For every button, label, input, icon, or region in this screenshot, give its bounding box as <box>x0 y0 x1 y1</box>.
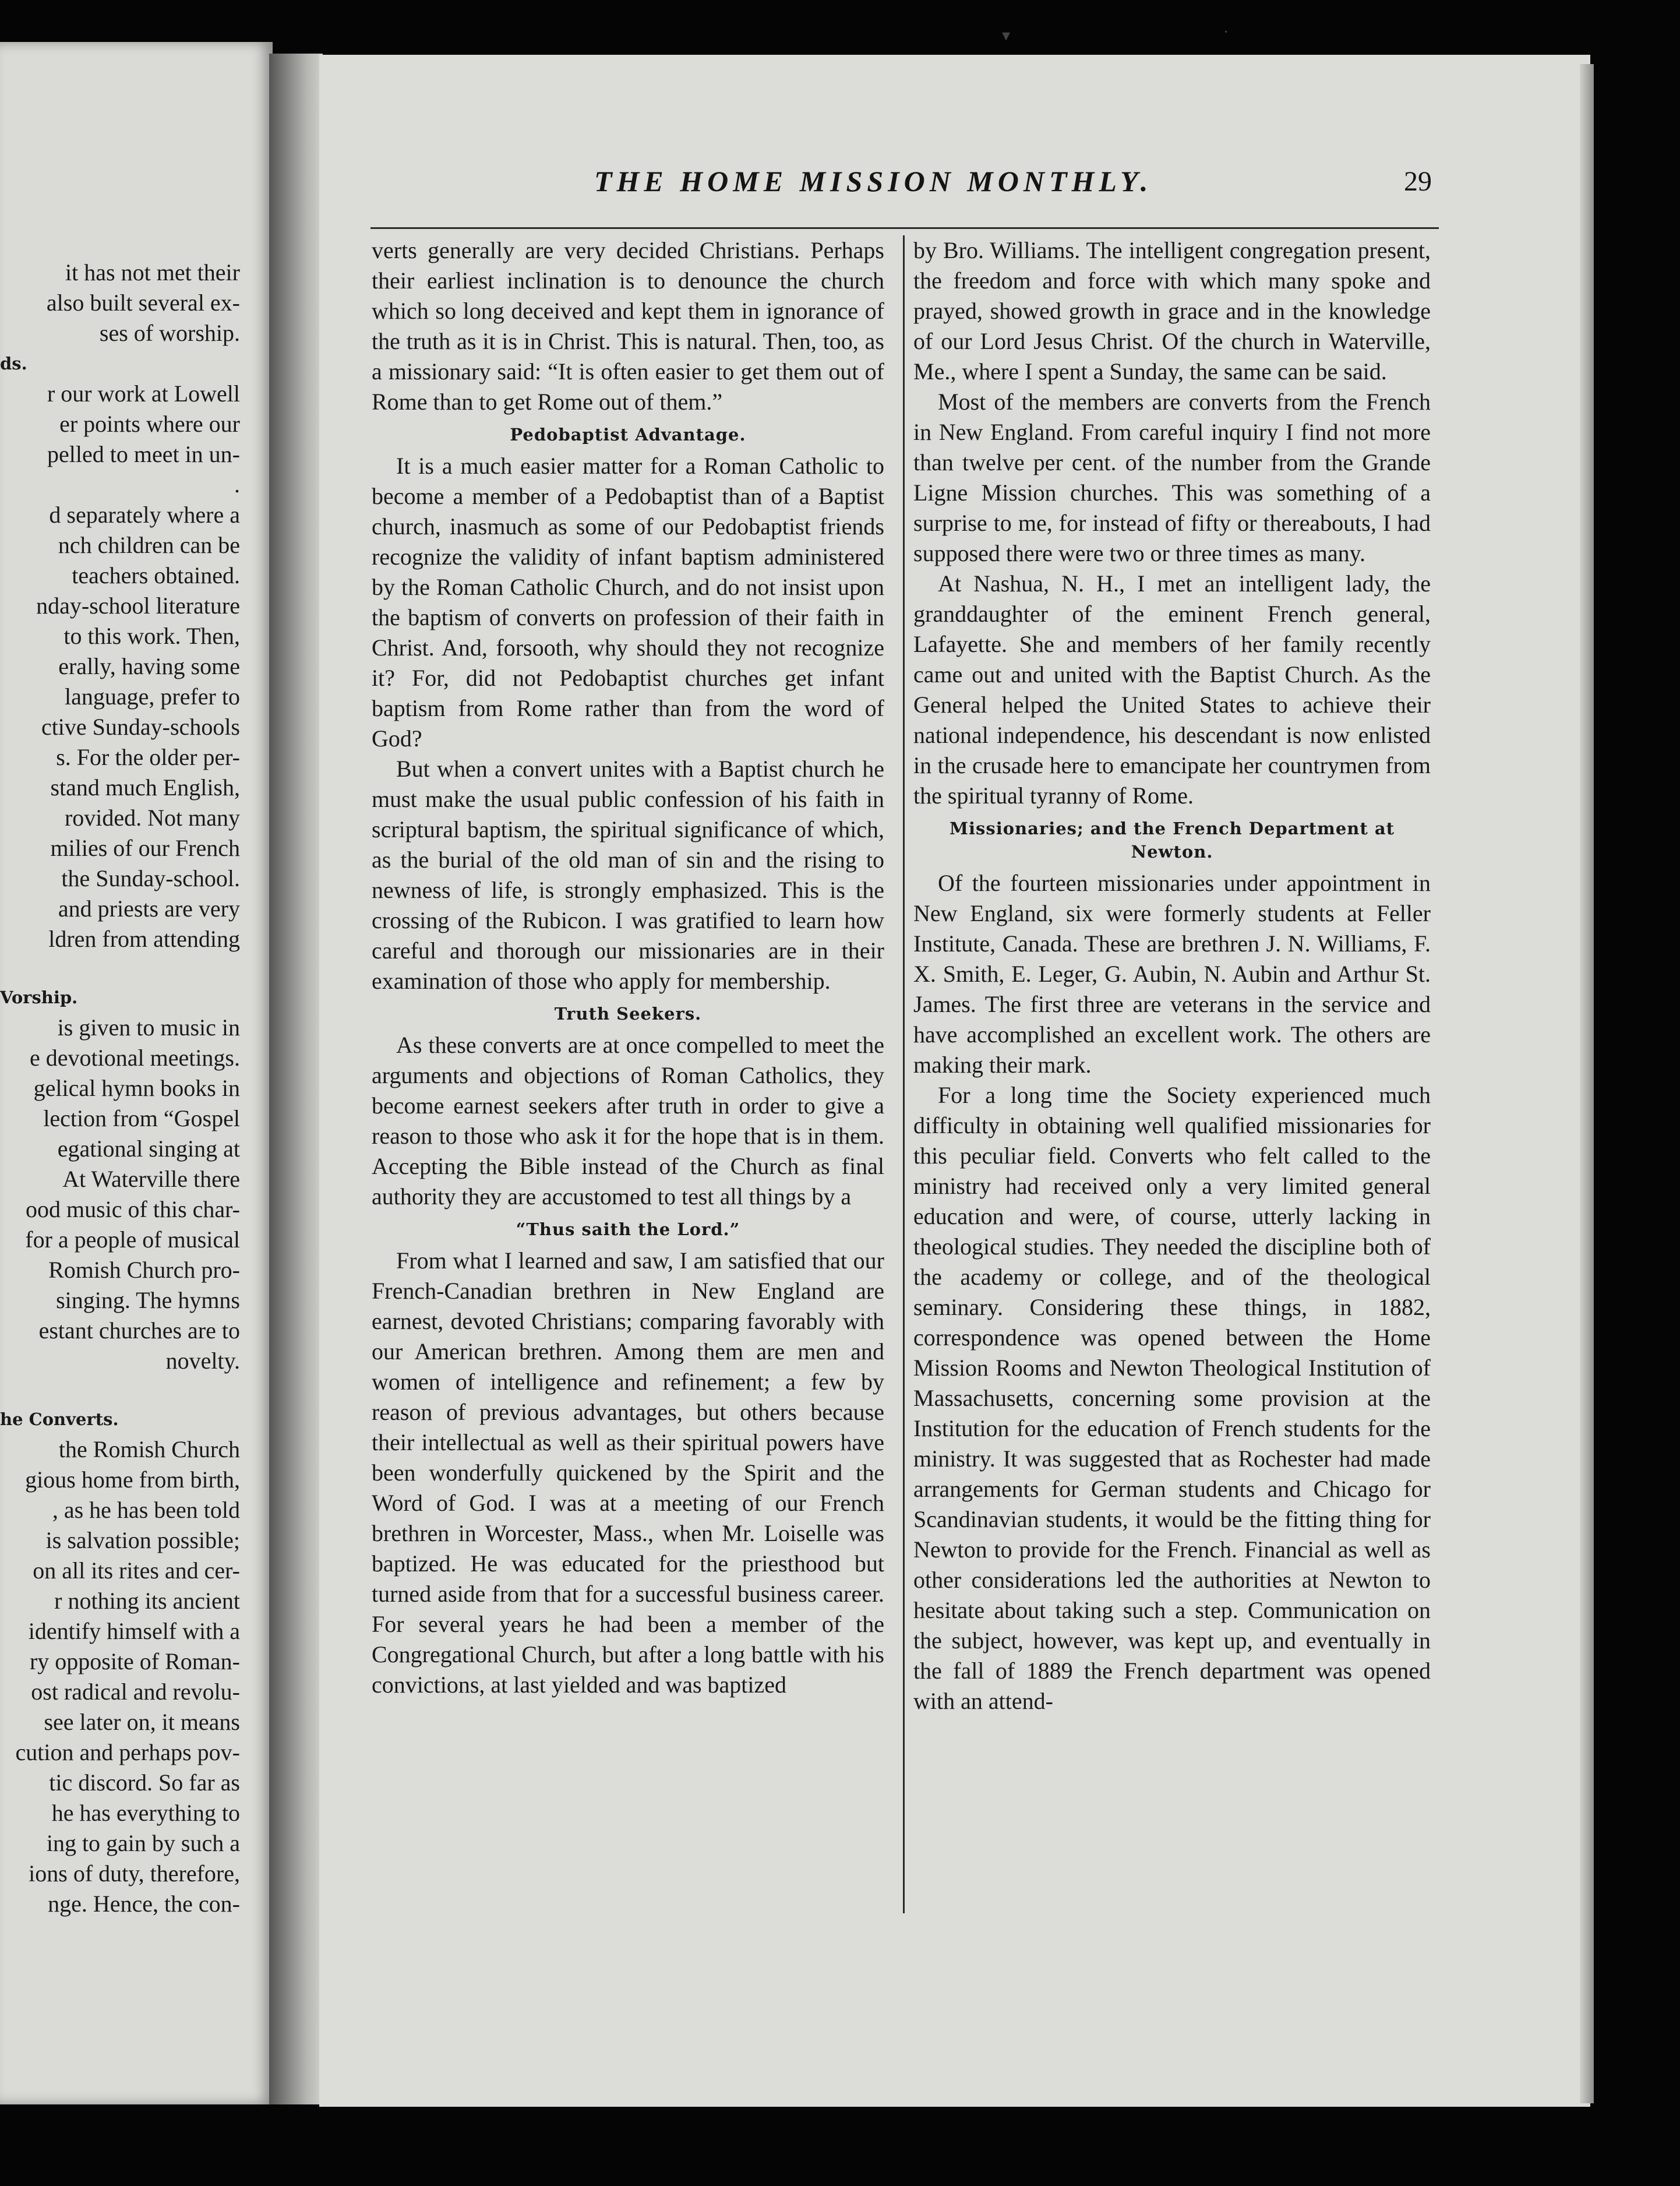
header-rule <box>370 227 1439 229</box>
left-page-line: ost radical and revolu- <box>31 1679 240 1705</box>
left-page-line: cution and perhaps pov- <box>15 1739 240 1765</box>
left-page-line: nday-school literature <box>36 593 240 619</box>
left-page-line: ry opposite of Roman- <box>29 1648 240 1674</box>
text-column-2 <box>913 235 1431 1716</box>
left-page-line: e devotional meetings. <box>29 1045 240 1071</box>
left-page-line: it has not met their <box>65 259 240 285</box>
book-gutter <box>269 54 323 2104</box>
paragraph: Most of the members are converts from the French in New England. From careful inquiry I find not more than twelve per cent. of the number from the Grande Ligne Mission churches. This was something of a surprise to me, for instead of fifty or thereabouts, I had supposed there were two or three times as many. <box>913 389 1431 566</box>
left-page-line: the Sunday-school. <box>61 865 240 891</box>
left-page <box>0 42 273 2104</box>
section-heading: “Thus saith the Lord.” <box>516 1219 740 1239</box>
left-page-line: and priests are very <box>58 895 240 922</box>
left-page-line: is given to music in <box>57 1014 240 1041</box>
left-page-line: see later on, it means <box>44 1709 240 1735</box>
section-heading: Pedobaptist Advantage. <box>510 425 746 445</box>
left-page-line: stand much English, <box>50 774 240 801</box>
left-page-line: he has everything to <box>51 1800 240 1826</box>
paragraph: As these converts are at once compelled to meet the arguments and objections of Roman Catholics, they become earnest seekers after truth in order to give a reason to those who ask it for the hope that is in them. Accepting the Bible instead of the Church as final authority they are accustomed to test all things by a <box>372 1032 884 1210</box>
spacer <box>0 1376 240 1404</box>
left-page-line: tic discord. So far as <box>49 1769 240 1796</box>
left-page-line: r nothing its ancient <box>54 1588 240 1614</box>
left-page-line: is salvation possible; <box>45 1527 240 1553</box>
left-page-line: , as he has been told <box>52 1497 240 1523</box>
left-page-line: r our work at Lowell <box>47 380 240 407</box>
left-page-line: egational singing at <box>57 1136 240 1162</box>
left-page-line: er points where our <box>59 411 240 437</box>
left-page-line: gious home from birth, <box>25 1466 240 1493</box>
paragraph: verts generally are very decided Christians. Perhaps their earliest inclination is to denounce the church which so long deceived and kept them in ignorance of the truth as it is in Christ. This is natural. Then, too, as a missionary said: “It is often easier to get them out of Rome than to get Rome out of them.” <box>372 237 884 415</box>
left-page-line: erally, having some <box>58 653 240 679</box>
page-speck: · <box>1223 23 1229 41</box>
left-page-heading: Vorship. <box>0 988 78 1007</box>
left-page-text-column <box>0 258 240 1919</box>
page-edge <box>1580 64 1594 2103</box>
left-page-line: milies of our French <box>50 835 240 861</box>
left-page-line: the Romish Church <box>58 1436 240 1462</box>
left-page-line: gelical hymn books in <box>33 1075 240 1101</box>
left-page-line: rovided. Not many <box>64 805 240 831</box>
left-page-line: on all its rites and cer- <box>33 1557 240 1584</box>
left-page-line: ood music of this char- <box>25 1196 240 1222</box>
left-page-line: novelty. <box>165 1348 240 1374</box>
paragraph: It is a much easier matter for a Roman Catholic to become a member of a Pedobaptist than of a Baptist church, inasmuch as some of our Pedobaptist friends recognize the validity of infant baptism administered by the Roman Catholic Church, and do not insist upon the baptism of converts on profession of their faith in Christ. And, forsooth, why should they not recognize it? For, did not Pedobaptist churches get infant baptism from Rome rather than from the word of God? <box>372 453 884 752</box>
left-page-line: lection from “Gospel <box>43 1105 240 1131</box>
left-page-line: pelled to meet in un- <box>47 441 240 467</box>
paragraph: At Nashua, N. H., I met an intelligent lady, the granddaughter of the eminent French general, Lafayette. She and members of her family recently came out and united with the Baptist Church. As the General helped the United States to achieve their national independence, his descendant is now enlisted in the crusade here to emancipate her countrymen from the spiritual tyranny of Rome. <box>913 570 1431 809</box>
paragraph: From what I learned and saw, I am satisfied that our French-Canadian brethren in New England are earnest, devoted Christians; comparing favorably with our American brethren. Among them are men and women of intelligence and refinement; a few by reason of previous advantages, but others because their intellectual as well as their spiritual powers have been wonderfully quickened by the Spirit and the Word of God. I was at a meeting of our French brethren in Worcester, Mass., when Mr. Loiselle was baptized. He was educated for the priesthood but turned aside from that for a successful business career. For several years he had been a member of the Congregational Church, but after a long battle with his convictions, at last yielded and was baptized <box>372 1247 884 1698</box>
left-page-line: ses of worship. <box>99 320 240 346</box>
left-page-line: . <box>234 471 240 498</box>
left-page-line: ions of duty, therefore, <box>29 1860 240 1887</box>
section-heading: Missionaries; and the French Department at Newton. <box>949 819 1395 862</box>
left-page-line: nge. Hence, the con- <box>48 1891 240 1917</box>
left-page-line: identify himself with a <box>28 1618 240 1644</box>
left-page-line: for a people of musical <box>25 1226 240 1253</box>
text-column-1 <box>372 235 884 1700</box>
spacer <box>0 954 240 982</box>
left-page-line: d separately where a <box>49 502 240 528</box>
left-page-line: At Waterville there <box>62 1166 240 1192</box>
page-number: 29 <box>1404 166 1432 197</box>
left-page-line: ctive Sunday-schools <box>41 714 240 740</box>
left-page-line: estant churches are to <box>38 1317 240 1344</box>
running-title: THE HOME MISSION MONTHLY. <box>594 165 1153 198</box>
paragraph: by Bro. Williams. The intelligent congregation present, the freedom and force with which many spoke and prayed, showed growth in grace and in the knowledge of our Lord Jesus Christ. Of the church in Waterville, Me., where I spent a Sunday, the same can be said. <box>913 237 1431 385</box>
paragraph: For a long time the Society experienced much difficulty in obtaining well qualified missionaries for this peculiar field. Converts who felt called to the ministry had received only a very limited general education and were, of course, utterly lacking in theological studies. They needed the discipline both of the academy or college, and of the theological seminary. Considering these things, in 1882, correspondence was opened between the Home Mission Rooms and Newton Theological Institution of Massachusetts, concerning some provision at the Institution for the education of French students for the ministry. It was suggested that as Rochester had made arrangements for German students and Chicago for Scandinavian students, it would be the fitting thing for Newton to provide for the French. Financial as well as other considerations led the authorities at Newton to hesitate about taking such a step. Communication on the subject, however, was kept up, and eventually in the fall of 1889 the French department was opened with an attend- <box>913 1082 1431 1714</box>
page-speck: ▾ <box>1002 27 1011 45</box>
left-page-heading: he Converts. <box>0 1409 119 1429</box>
left-page-line: ing to gain by such a <box>46 1830 240 1856</box>
left-page-line: ldren from attending <box>48 926 240 952</box>
left-page-line: teachers obtained. <box>72 562 240 588</box>
left-page-line: s. For the older per- <box>56 744 240 770</box>
paragraph: But when a convert unites with a Baptist church he must make the usual public confession of his faith in scriptural baptism, the spiritual significance of which, as the burial of the old man of sin and the rising to newness of life, is strongly emphasized. This is the crossing of the Rubicon. I was gratified to learn how careful and thorough our missionaries are in their examination of those who apply for membership. <box>372 756 884 994</box>
left-page-line: language, prefer to <box>65 683 240 710</box>
left-page-line: Romish Church pro- <box>48 1257 240 1283</box>
left-page-line: nch children can be <box>58 532 240 558</box>
left-page-heading: ds. <box>0 354 27 373</box>
column-divider <box>903 235 905 1913</box>
paragraph: Of the fourteen missionaries under appointment in New England, six were formerly students at Feller Institute, Canada. These are brethren J. N. Williams, F. X. Smith, E. Leger, G. Aubin, N. Aubin and Arthur St. James. The first three are veterans in the service and have accomplished an excellent work. The others are making their mark. <box>913 870 1431 1078</box>
left-page-line: to this work. Then, <box>63 623 240 649</box>
left-page-line: singing. The hymns <box>56 1287 240 1313</box>
section-heading: Truth Seekers. <box>554 1004 702 1024</box>
left-page-line: also built several ex- <box>46 290 240 316</box>
